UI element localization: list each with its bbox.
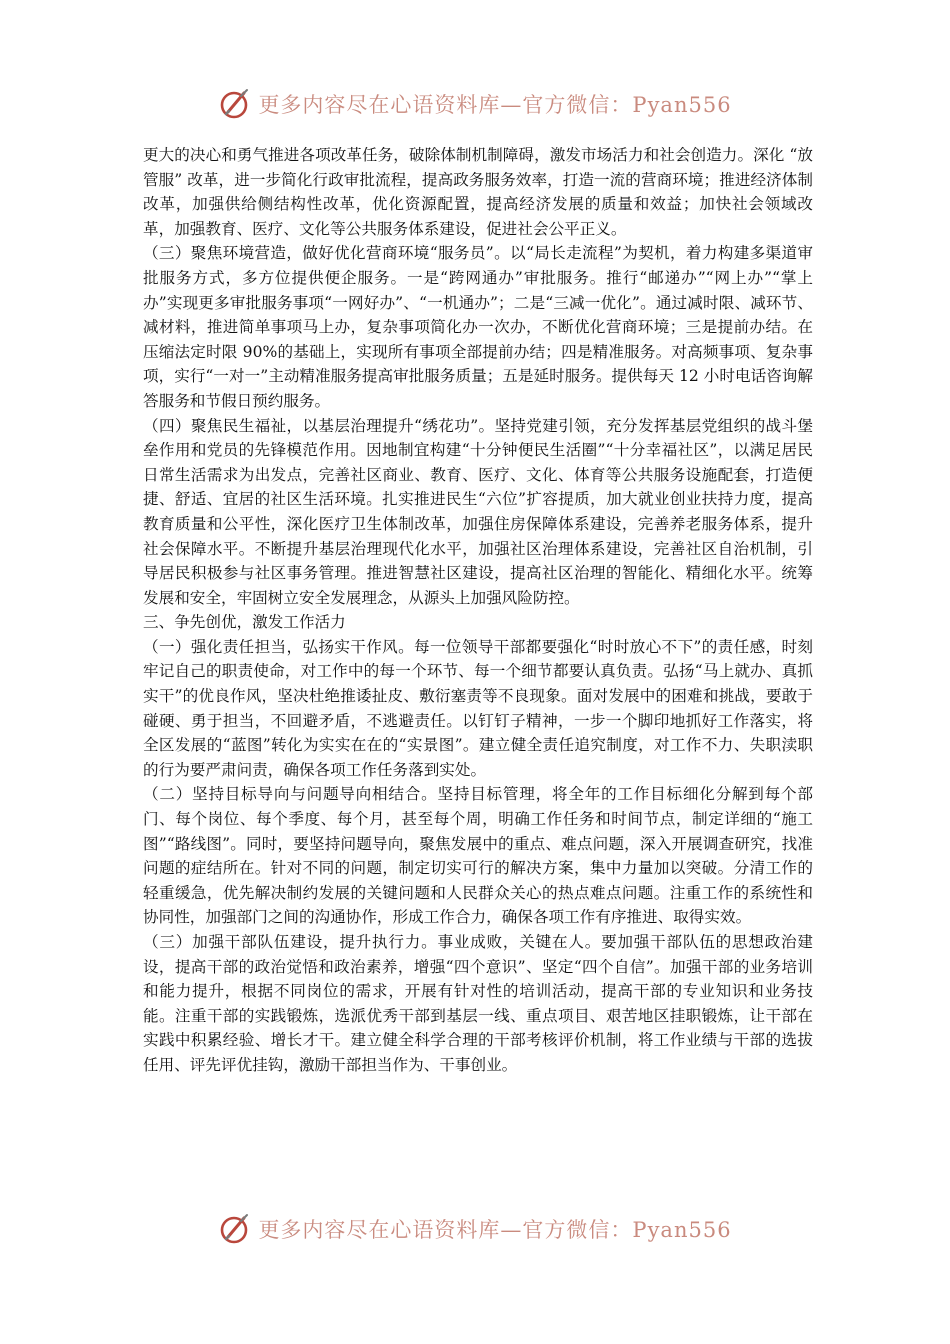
- paragraph-cadre-building: （三）加强干部队伍建设，提升执行力。事业成败，关键在人。要加强干部队伍的思想政治建设，提高干部的政治觉悟和政治素养，增强“四个意识”、坚定“四个自信”。加强干部的业务培训和能力提升，根据不同岗位的需求，开展有针对性的培训活动，提高干部的专业知识和业务技能。注重干部的实践锻炼，选派优秀干部到基层一线、重点项目、艰苦地区挂职锻炼，让干部在实践中积累经验、增长才干。建立健全科学合理的干部考核评价机制，将工作业绩与干部的选拔任用、评先评优挂钩，激励干部担当作为、干事创业。: [143, 933, 813, 1074]
- paragraph-business-environment: （三）聚焦环境营造，做好优化营商环境“服务员”。以“局长走流程”为契机，着力构建多渠道审批服务方式，多方位提供便企服务。一是“跨网通办”审批服务。推行“邮递办”“网上办”“掌上办”实现更多审批服务事项“一网好办”、“一机通办”；二是“三减一优化”。通过减时限、减环节、减材料，推进简单事项马上办，复杂事项简化办一次办，不断优化营商环境；三是提前办结。在压缩法定时限 90%的基础上，实现所有事项全部提前办结；四是精准服务。对高频事项、复杂事项，实行“一对一”主动精准服务提高审批服务质量；五是延时服务。提供每天 12 小时电话咨询解答服务和节假日预约服务。: [143, 244, 813, 410]
- paragraph-livelihood: （四）聚焦民生福祉，以基层治理提升“绣花功”。坚持党建引领，充分发挥基层党组织的战斗堡垒作用和党员的先锋模范作用。因地制宜构建“十分钟便民生活圈”“十分幸福社区”，以满足居民日常生活需求为出发点，完善社区商业、教育、医疗、文化、体育等公共服务设施配套，打造便捷、舒适、宜居的社区生活环境。扎实推进民生“六位”扩容提质，加大就业创业扶持力度，提高教育质量和公平性，深化医疗卫生体制改革，加强住房保障体系建设，完善养老服务体系，提升社会保障水平。不断提升基层治理现代化水平，加强社区治理体系建设，完善社区自治机制，引导居民积极参与社区事务管理。推进智慧社区建设，提高社区治理的智能化、精细化水平。统筹发展和安全，牢固树立安全发展理念，从源头上加强风险防控。: [143, 416, 813, 607]
- document-body: [143, 143, 813, 1078]
- pen-logo-icon: [218, 1212, 252, 1246]
- paragraph-reform: 更大的决心和勇气推进各项改革任务，破除体制机制障碍，激发市场活力和社会创造力。深化 “放管服” 改革，进一步简化行政审批流程，提高政务服务效率，打造一流的营商环境；推进经济体制改革，加强供给侧结构性改革，优化资源配置，提高经济发展的质量和效益；加快社会领域改革，加强教育、医疗、文化等公共服务体系建设，促进社会公平正义。: [143, 146, 813, 238]
- section-heading-3: 三、争先创优，激发工作活力: [143, 613, 346, 632]
- footer-watermark-banner: [0, 1203, 950, 1255]
- watermark-text: 更多内容尽在心语资料库—官方微信：Pyan556: [258, 93, 732, 117]
- paragraph-responsibility: （一）强化责任担当，弘扬实干作风。每一位领导干部都要强化“时时放心不下”的责任感，时刻牢记自己的职责使命，对工作中的每一个环节、每一个细节都要认真负责。弘扬“马上就办、真抓实干”的优良作风，坚决杜绝推诿扯皮、敷衍塞责等不良现象。面对发展中的困难和挑战，要敢于碰硬、勇于担当，不回避矛盾，不逃避责任。以钉钉子精神，一步一个脚印地抓好工作落实，将全区发展的“蓝图”转化为实实在在的“实景图”。建立健全责任追究制度，对工作不力、失职渎职的行为要严肃问责，确保各项工作任务落到实处。: [143, 637, 813, 779]
- pen-logo-icon: [218, 87, 252, 121]
- header-watermark-banner: [0, 78, 950, 130]
- paragraph-goal-orientation: （二）坚持目标导向与问题导向相结合。坚持目标管理，将全年的工作目标细化分解到每个部门、每个岗位、每个季度、每个月，甚至每个周，明确工作任务和时间节点，制定详细的“施工图”“路线图”。同时，要坚持问题导向，聚焦发展中的重点、难点问题，深入开展调查研究，找准问题的症结所在。针对不同的问题，制定切实可行的解决方案，集中力量加以突破。分清工作的轻重缓急，优先解决制约发展的关键问题和人民群众关心的热点难点问题。注重工作的系统性和协同性，加强部门之间的沟通协作，形成工作合力，确保各项工作有序推进、取得实效。: [143, 785, 813, 927]
- watermark-text: 更多内容尽在心语资料库—官方微信：Pyan556: [258, 1218, 732, 1242]
